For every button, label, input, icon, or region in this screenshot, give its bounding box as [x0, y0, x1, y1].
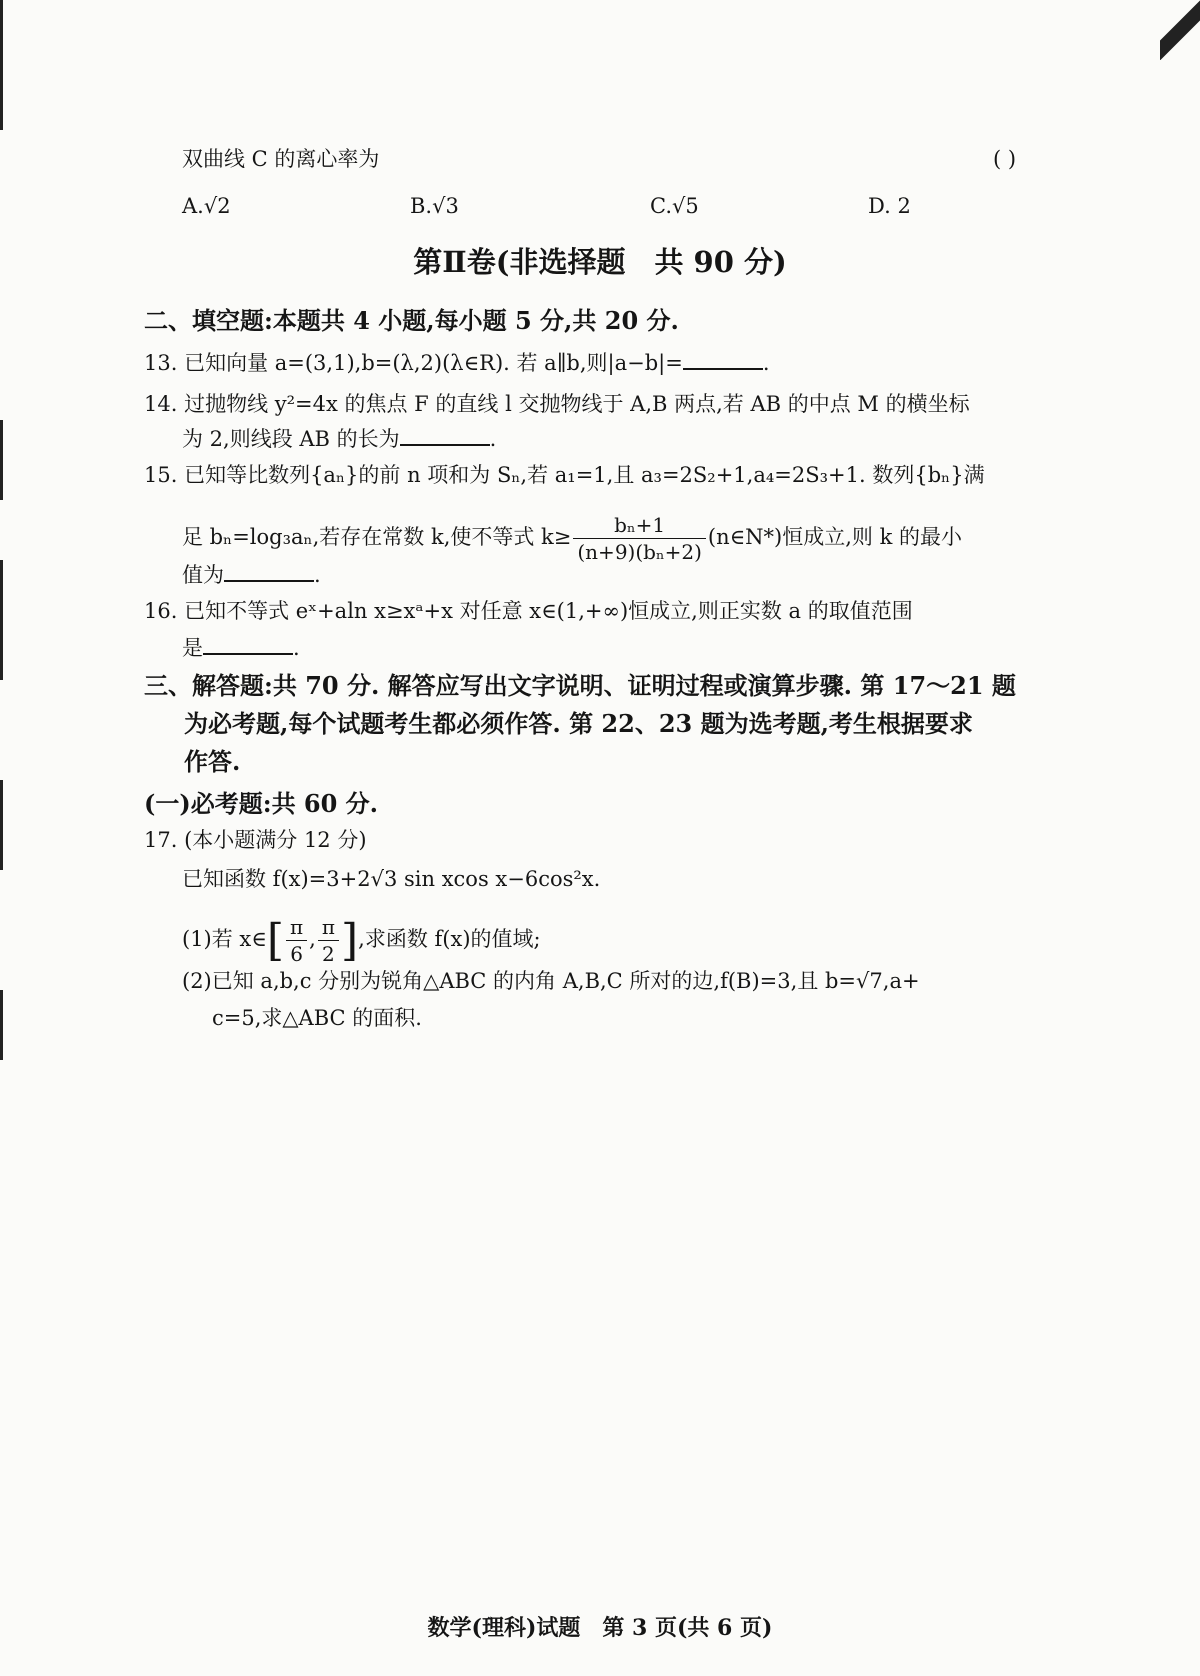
question17-title: 17. (本小题满分 12 分) — [144, 828, 367, 852]
question14-text: 为 2,则线段 AB 的长为 — [182, 427, 400, 451]
option-b: B.√3 — [410, 194, 459, 218]
section3-heading-line1: 三、解答题:共 70 分. 解答应写出文字说明、证明过程或演算步骤. 第 17～21 题 — [144, 671, 1016, 700]
question15-text-pre: 足 bₙ=log₃aₙ,若存在常数 k,使不等式 k≥ — [182, 525, 572, 549]
question17-stem: 已知函数 f(x)=3+2√3 sin xcos x−6cos²x. — [182, 867, 601, 891]
fraction-denominator: (n+9)(bₙ+2) — [577, 540, 702, 564]
question17-part2-line1: (2)已知 a,b,c 分别为锐角△ABC 的内角 A,B,C 所对的边,f(B)=3,且 b=√7,a+ — [182, 969, 920, 993]
section3-heading-line3: 作答. — [184, 747, 241, 776]
fraction-numerator: bₙ+1 — [573, 512, 706, 539]
section3-heading-line2: 为必考题,每个试题考生都必须作答. 第 22、23 题为选考题,考生根据要求 — [184, 709, 973, 738]
answer-blank — [203, 635, 293, 655]
section2-heading: 二、填空题:本题共 4 小题,每小题 5 分,共 20 分. — [144, 306, 679, 335]
inequality-fraction — [573, 512, 706, 565]
option-a: A.√2 — [182, 194, 231, 218]
scan-edge-mark — [0, 420, 3, 500]
fraction-denominator: 2 — [322, 942, 335, 967]
fraction-numerator: π — [286, 914, 307, 941]
answer-blank — [224, 562, 314, 582]
scan-corner-mark — [1160, 0, 1200, 60]
question14-line2: 为 2,则线段 AB 的长为 . — [182, 427, 497, 451]
question15-line2 — [182, 512, 962, 565]
scan-edge-mark — [0, 0, 3, 130]
answer-blank — [683, 350, 763, 370]
answer-blank — [400, 426, 490, 446]
question17-part1: (1)若 x∈[ $\frac{\pi}{6}$ , $\frac{\pi}{2}$ ],求函数 f(x)的值域; — [182, 915, 541, 967]
option-d: D. 2 — [868, 194, 911, 218]
question14-line1: 14. 过抛物线 y²=4x 的焦点 F 的直线 l 交抛物线于 A,B 两点,若 AB 的中点 M 的横坐标 — [144, 392, 970, 416]
answer-bracket: ( ) — [993, 147, 1017, 171]
part1-text-post: ,求函数 f(x)的值域; — [358, 927, 541, 952]
right-bracket: ] — [340, 915, 359, 966]
fraction-pi-over-2 — [318, 914, 339, 967]
question15-line1: 15. 已知等比数列{aₙ}的前 n 项和为 Sₙ,若 a₁=1,且 a₃=2S₂+1,a₄=2S₃+1. 数列{bₙ}满 — [144, 463, 985, 487]
volume-title: 第Ⅱ卷(非选择题 共 90 分) — [413, 245, 787, 279]
fraction-pi-over-6 — [286, 914, 307, 967]
question16-text: 是 — [182, 636, 203, 660]
scan-edge-mark — [0, 990, 3, 1060]
question16-line2: 是 . — [182, 636, 300, 660]
question17-part2-line2: c=5,求△ABC 的面积. — [212, 1006, 422, 1030]
question15-text-post: (n∈N*)恒成立,则 k 的最小 — [707, 525, 962, 549]
fraction-numerator: π — [318, 914, 339, 941]
question15-text: 值为 — [182, 563, 224, 587]
question15-line3: 值为 . — [182, 563, 321, 587]
page-footer: 数学(理科)试题 第 3 页(共 6 页) — [427, 1615, 773, 1641]
part1-text-pre: (1)若 x∈ — [182, 927, 267, 952]
fraction-denominator: 6 — [290, 942, 303, 967]
left-bracket: [ — [266, 915, 284, 966]
question13-text: 13. 已知向量 a=(3,1),b=(λ,2)(λ∈R). 若 a∥b,则|a−b|= — [144, 351, 683, 375]
question16-line1: 16. 已知不等式 eˣ+aln x≥xᵃ+x 对任意 x∈(1,+∞)恒成立,则正实数 a 的取值范围 — [144, 599, 913, 623]
question13: 13. 已知向量 a=(3,1),b=(λ,2)(λ∈R). 若 a∥b,则|a−b|= . — [144, 351, 770, 375]
scan-edge-mark — [0, 780, 3, 870]
scan-edge-mark — [0, 560, 3, 680]
option-c: C.√5 — [650, 194, 699, 218]
required-questions-heading: (一)必考题:共 60 分. — [144, 789, 379, 818]
question12-stem: 双曲线 C 的离心率为 — [182, 147, 380, 171]
